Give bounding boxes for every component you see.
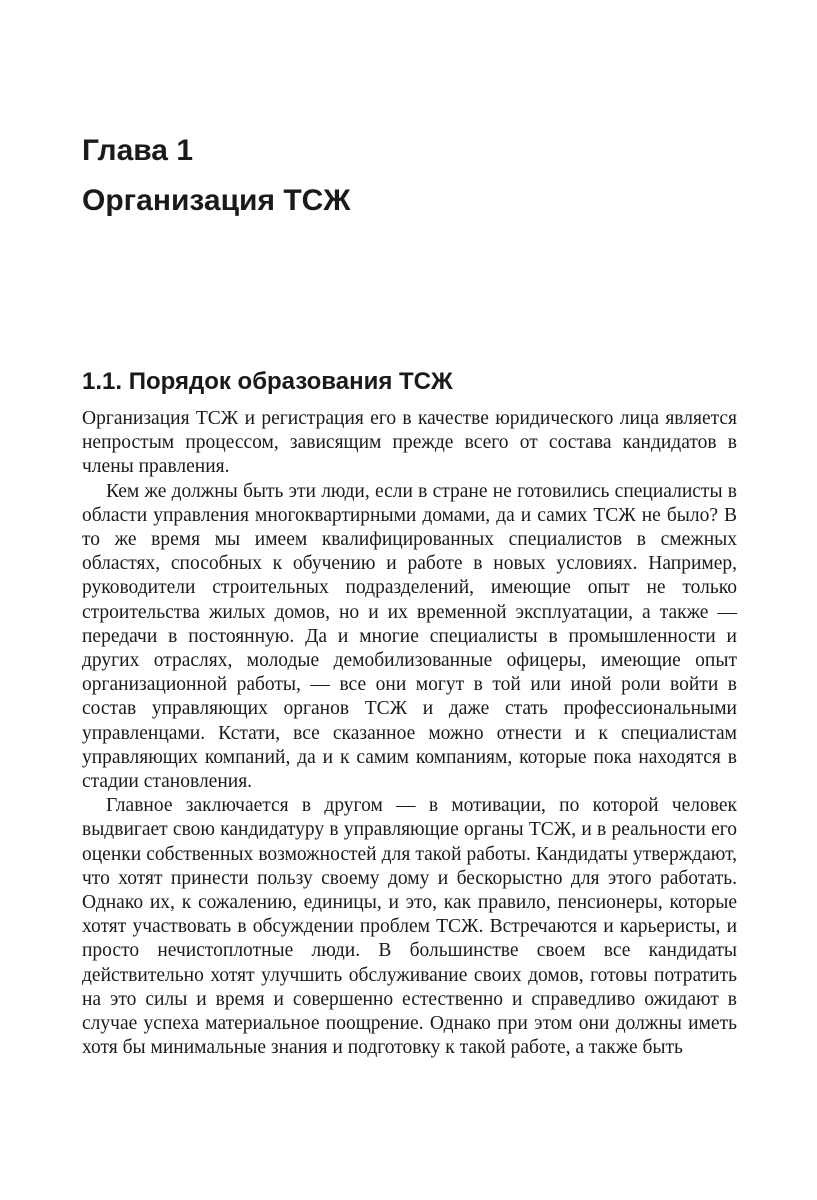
section-heading: 1.1. Порядок образования ТСЖ (82, 368, 453, 395)
body-text (82, 407, 737, 1060)
paragraph-3: Главное заключается в другом — в мотивации, по которой человек выдвигает свою кандидатуру в управляющие органы ТСЖ, и в реальности его оценки собственных возможностей для такой работы. Кандидаты утверждают, что хотят принести пользу своему дому и бескорыстно для этого работать. Однако их, к сожалению, единицы, и это, как правило, пенсионеры, которые хотят участвовать в обсуждении проблем ТСЖ. Встречаются и карьеристы, и просто нечистоплотные люди. В большинстве своем все кандидаты действительно хотят улучшить обслуживание своих домов, готовы потратить на это силы и время и совершенно естественно и справедливо ожидают в случае успеха материальное поощрение. Однако при этом они должны иметь хотя бы минимальные знания и подготовку к такой работе, а также быть (82, 795, 737, 1059)
chapter-label: Глава 1 (82, 134, 194, 167)
paragraph-1: Организация ТСЖ и регистрация его в качестве юридического лица является непростым процессом, зависящим прежде всего от состава кандидатов в члены правления. (82, 408, 737, 478)
chapter-title: Организация ТСЖ (82, 184, 351, 217)
paragraph-2: Кем же должны быть эти люди, если в стране не готовились специалисты в области управления многоквартирными домами, да и самих ТСЖ не было? В то же время мы имеем квалифицированных специалистов в смежных областях, способных к обучению и работе в новых условиях. Например, руководители строительных подразделений, имеющие опыт не только строительства жилых домов, но и их временной эксплуатации, а также — передачи в постоянную. Да и многие специалисты в промышленности и других отраслях, молодые демобилизованные офицеры, имеющие опыт организационной работы, — все они могут в той или иной роли войти в состав управляющих органов ТСЖ и даже стать профессиональными управленцами. Кстати, все сказанное можно отнести и к специалистам управляющих компаний, да и к самим компаниям, которые пока находятся в стадии становления. (82, 480, 737, 793)
